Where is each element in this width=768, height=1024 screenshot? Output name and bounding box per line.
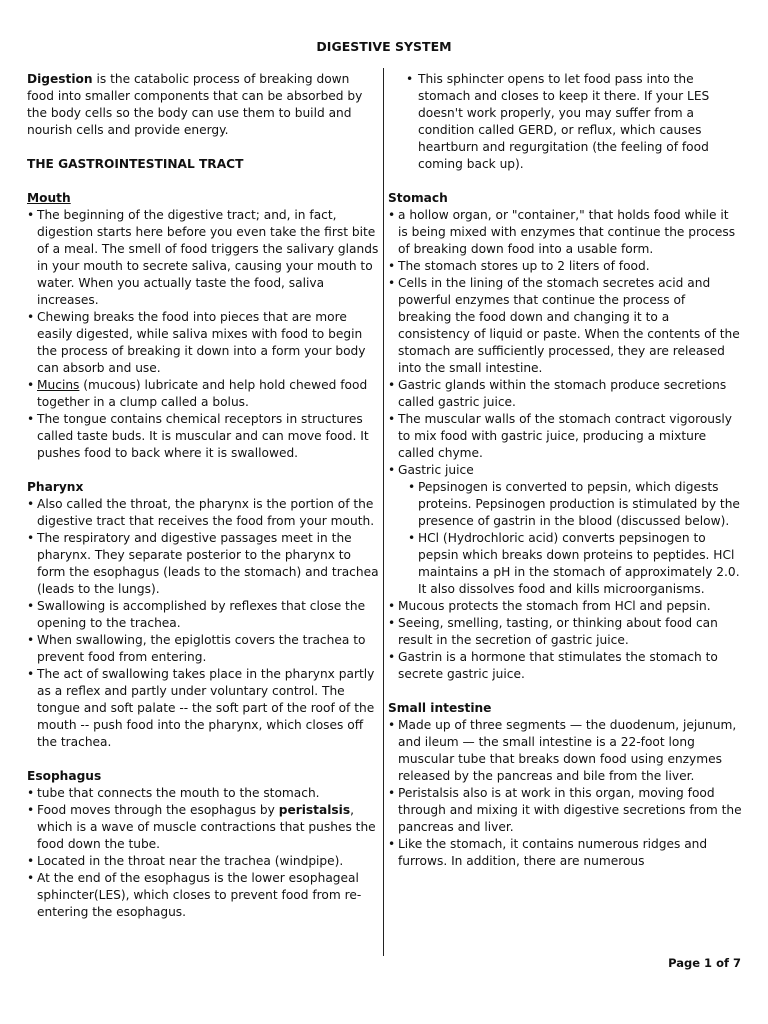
stomach-list-continued (388, 598, 742, 683)
page-total: 7 (732, 956, 741, 970)
list-item: • Seeing, smelling, tasting, or thinking about food can result in the secretion of gastric juice. (388, 615, 742, 649)
mucins-term: Mucins (37, 378, 80, 392)
list-item: • Also called the throat, the pharynx is the portion of the digestive tract that receives the food from your mouth. (27, 496, 379, 530)
left-column (27, 71, 379, 921)
list-item: • The stomach stores up to 2 liters of food. (388, 258, 742, 275)
list-item: • Located in the throat near the trachea (windpipe). (27, 853, 379, 870)
list-item (27, 802, 379, 853)
list-item: • When swallowing, the epiglottis covers the trachea to prevent food from entering. (27, 632, 379, 666)
list-item: • Cells in the lining of the stomach secretes acid and powerful enzymes that continue the process of breaking the food down and changing it to a consistency of liquid or paste. When the contents of the stomach are sufficiently processed, they are released into the small intestine. (388, 275, 742, 377)
esophagus-heading: Esophagus (27, 769, 102, 783)
mouth-heading: Mouth (27, 191, 71, 205)
column-divider (383, 68, 384, 956)
les-continuation-list (388, 71, 742, 173)
intro-text: is the catabolic process of breaking down food into smaller components that can be absorbed by the body cells so the body can use them to build and nourish cells and provide energy. (27, 72, 363, 137)
list-item: • Gastrin is a hormone that stimulates the stomach to secrete gastric juice. (388, 649, 742, 683)
small-intestine-heading: Small intestine (388, 701, 492, 715)
peristalsis-text-a: Food moves through the esophagus by (37, 803, 279, 817)
list-item: • HCl (Hydrochloric acid) converts pepsinogen to pepsin which breaks down proteins to peptides. HCl maintains a pH in the stomach of approximately 2.0. It also dissolves food and kills microorganisms. (388, 530, 742, 598)
pharynx-heading: Pharynx (27, 480, 84, 494)
peristalsis-term: peristalsis (278, 803, 351, 817)
mouth-list (27, 207, 379, 462)
page-word: Page (668, 956, 705, 970)
list-item: • Mucous protects the stomach from HCl and pepsin. (388, 598, 742, 615)
list-item: • Swallowing is accomplished by reflexes that close the opening to the trachea. (27, 598, 379, 632)
list-item: • tube that connects the mouth to the stomach. (27, 785, 379, 802)
stomach-heading: Stomach (388, 191, 448, 205)
list-item: • The act of swallowing takes place in the pharynx partly as a reflex and partly under voluntary control. The tongue and soft palate -- the soft part of the roof of the mouth -- push food into the pharynx, which closes off the trachea. (27, 666, 379, 751)
list-item: • a hollow organ, or "container," that holds food while it is being mixed with enzymes that continue the process of breaking down food into a usable form. (388, 207, 742, 258)
gi-heading: THE GASTROINTESTINAL TRACT (27, 157, 244, 171)
intro-paragraph (27, 71, 379, 139)
page-number: 1 (704, 956, 713, 970)
list-item: • Gastric glands within the stomach produce secretions called gastric juice. (388, 377, 742, 411)
mucins-text: (mucous) lubricate and help hold chewed food together in a clump called a bolus. (37, 378, 368, 409)
list-item (27, 377, 379, 411)
list-item: • The respiratory and digestive passages meet in the pharynx. They separate posterior to the pharynx to form the esophagus (leads to the stomach) and trachea (leads to the lungs). (27, 530, 379, 598)
stomach-list (388, 207, 742, 479)
esophagus-list (27, 785, 379, 921)
page-footer (668, 955, 741, 972)
list-item: • Pepsinogen is converted to pepsin, which digests proteins. Pepsinogen production is stimulated by the presence of gastrin in the blood (discussed below). (388, 479, 742, 530)
small-intestine-list (388, 717, 742, 870)
list-item: • Made up of three segments — the duodenum, jejunum, and ileum — the small intestine is a 22-foot long muscular tube that breaks down food using enzymes released by the pancreas and bile from the liver. (388, 717, 742, 785)
page-title: DIGESTIVE SYSTEM (316, 39, 452, 54)
gastric-juice-sublist (388, 479, 742, 598)
list-item: • Like the stomach, it contains numerous ridges and furrows. In addition, there are numerous (388, 836, 742, 870)
list-item: • The beginning of the digestive tract; and, in fact, digestion starts here before you even take the first bite of a meal. The smell of food triggers the salivary glands in your mouth to secrete saliva, causing your mouth to water. When you actually taste the food, saliva increases. (27, 207, 379, 309)
intro-term: Digestion (27, 72, 93, 86)
list-item: • The muscular walls of the stomach contract vigorously to mix food with gastric juice, producing a mixture called chyme. (388, 411, 742, 462)
of-word: of (712, 956, 733, 970)
list-item: • This sphincter opens to let food pass into the stomach and closes to keep it there. If your LES doesn't work properly, you may suffer from a condition called GERD, or reflux, which causes heartburn and regurgitation (the feeling of food coming back up). (388, 71, 742, 173)
list-item: • Peristalsis also is at work in this organ, moving food through and mixing it with digestive secretions from the pancreas and liver. (388, 785, 742, 836)
list-item: • The tongue contains chemical receptors in structures called taste buds. It is muscular and can move food. It pushes food to back where it is swallowed. (27, 411, 379, 462)
peristalsis-text-c: , which is a wave of muscle contractions that pushes the food down the tube. (37, 803, 376, 851)
pharynx-list (27, 496, 379, 751)
list-item: • At the end of the esophagus is the lower esophageal sphincter(LES), which closes to prevent food from re-entering the esophagus. (27, 870, 379, 921)
right-column (388, 71, 742, 870)
list-item: • Gastric juice (388, 462, 742, 479)
list-item: • Chewing breaks the food into pieces that are more easily digested, while saliva mixes with food to begin the process of breaking it down into a form your body can absorb and use. (27, 309, 379, 377)
